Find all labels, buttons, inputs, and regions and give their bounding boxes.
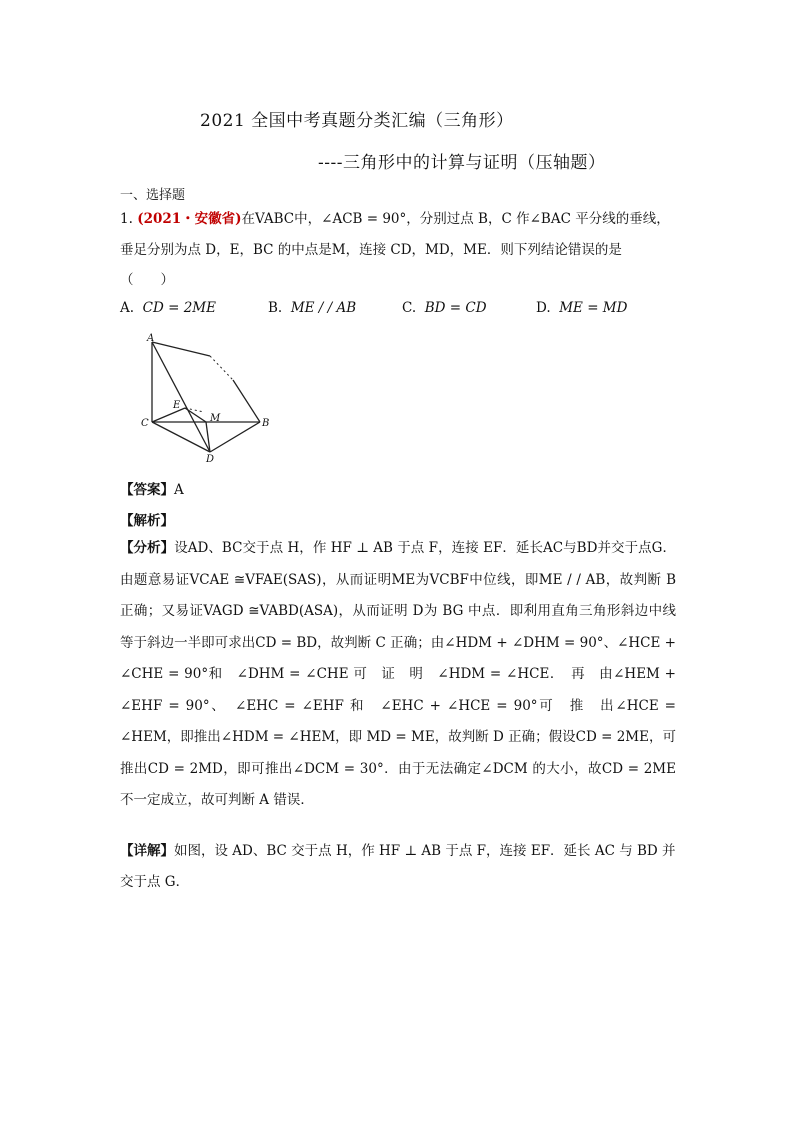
question-line-3: （ ） <box>120 272 174 288</box>
xiangjie-label: 【详解】 <box>120 843 174 859</box>
section-label: 一、选择题 <box>120 188 186 203</box>
analysis-label: 【解析】 <box>120 513 174 529</box>
fenxi-text: 设AD、BC交于点 H，作 HF ⊥ AB 于点 F，连接 EF．延长AC与BD并交于点G．由题意易证VCAE ≅VFAE(SAS)，从而证明ME为VCBF中位线，即ME / / AB，故判断 B 正确；又易证VAGD ≅VABD(ASA)，从而证明 D为 BG 中点．即利用直角三角形斜边中线等于斜边一半即可求出CD = BD，故判断 C 正确；由∠HDM + ∠DHM = 90°、∠HCE + ∠CHE = 90°和 ∠DHM = ∠CHE 可 证 明 ∠HDM = ∠HCE． 再 由∠HEM + ∠EHF = 90°、 ∠EHC = ∠EHF 和 ∠EHC + ∠HCE = 90°可 推 出∠HCE = ∠HEM，即推出∠HDM = ∠HEM，即 MD = ME，故判断 D 正确；假设CD = 2ME，可推出CD = 2MD，即可推出∠DCM = 30°．由于无法确定∠DCM 的大小，故CD = 2ME 不一定成立，故可判断 A 错误． <box>120 540 676 808</box>
label-e: E <box>173 400 181 411</box>
segment-cd <box>152 422 210 452</box>
answer-label: 【答案】 <box>120 482 174 498</box>
choice-b: B. ME / / AB <box>268 300 357 316</box>
xiangjie-text: 如图，设 AD、BC 交于点 H，作 HF ⊥ AB 于点 F，连接 EF．延长 AC 与 BD 并交于点 G． <box>120 843 676 890</box>
question-text-1: 在VABC中，∠ACB = 90°，分别过点 B，C 作∠BAC 平分线的垂线， <box>241 211 670 227</box>
label-a: A <box>147 333 155 344</box>
document-subtitle: ----三角形中的计算与证明（压轴题） <box>318 153 606 173</box>
choice-a: A. CD = 2ME <box>120 300 216 316</box>
document-title: 2021 全国中考真题分类汇编（三角形） <box>200 111 514 131</box>
choice-c: C. BD = CD <box>402 300 487 316</box>
detail-paragraph <box>120 836 676 898</box>
label-b: B <box>262 418 270 429</box>
analysis-paragraph <box>120 533 676 817</box>
question-line-1 <box>120 207 670 227</box>
label-c: C <box>141 418 149 429</box>
segment-ad <box>152 342 210 452</box>
answer-value: A <box>174 482 184 498</box>
fenxi-label: 【分析】 <box>120 540 175 556</box>
segment-db <box>210 422 260 452</box>
segment-ab-part2 <box>233 380 260 422</box>
label-m: M <box>210 413 221 424</box>
answer-line <box>120 478 184 498</box>
segment-ab-part1 <box>152 342 210 356</box>
segment-ab-dotted <box>210 356 233 380</box>
question-source-tag: (2021・安徽省) <box>137 211 242 227</box>
question-line-2: 垂足分别为点 D，E，BC 的中点是M，连接 CD，MD，ME．则下列结论错误的是 <box>120 242 622 258</box>
geometry-figure <box>138 332 278 467</box>
label-d: D <box>206 454 215 465</box>
question-number: 1. <box>120 211 133 227</box>
choice-d: D. ME = MD <box>536 300 628 316</box>
